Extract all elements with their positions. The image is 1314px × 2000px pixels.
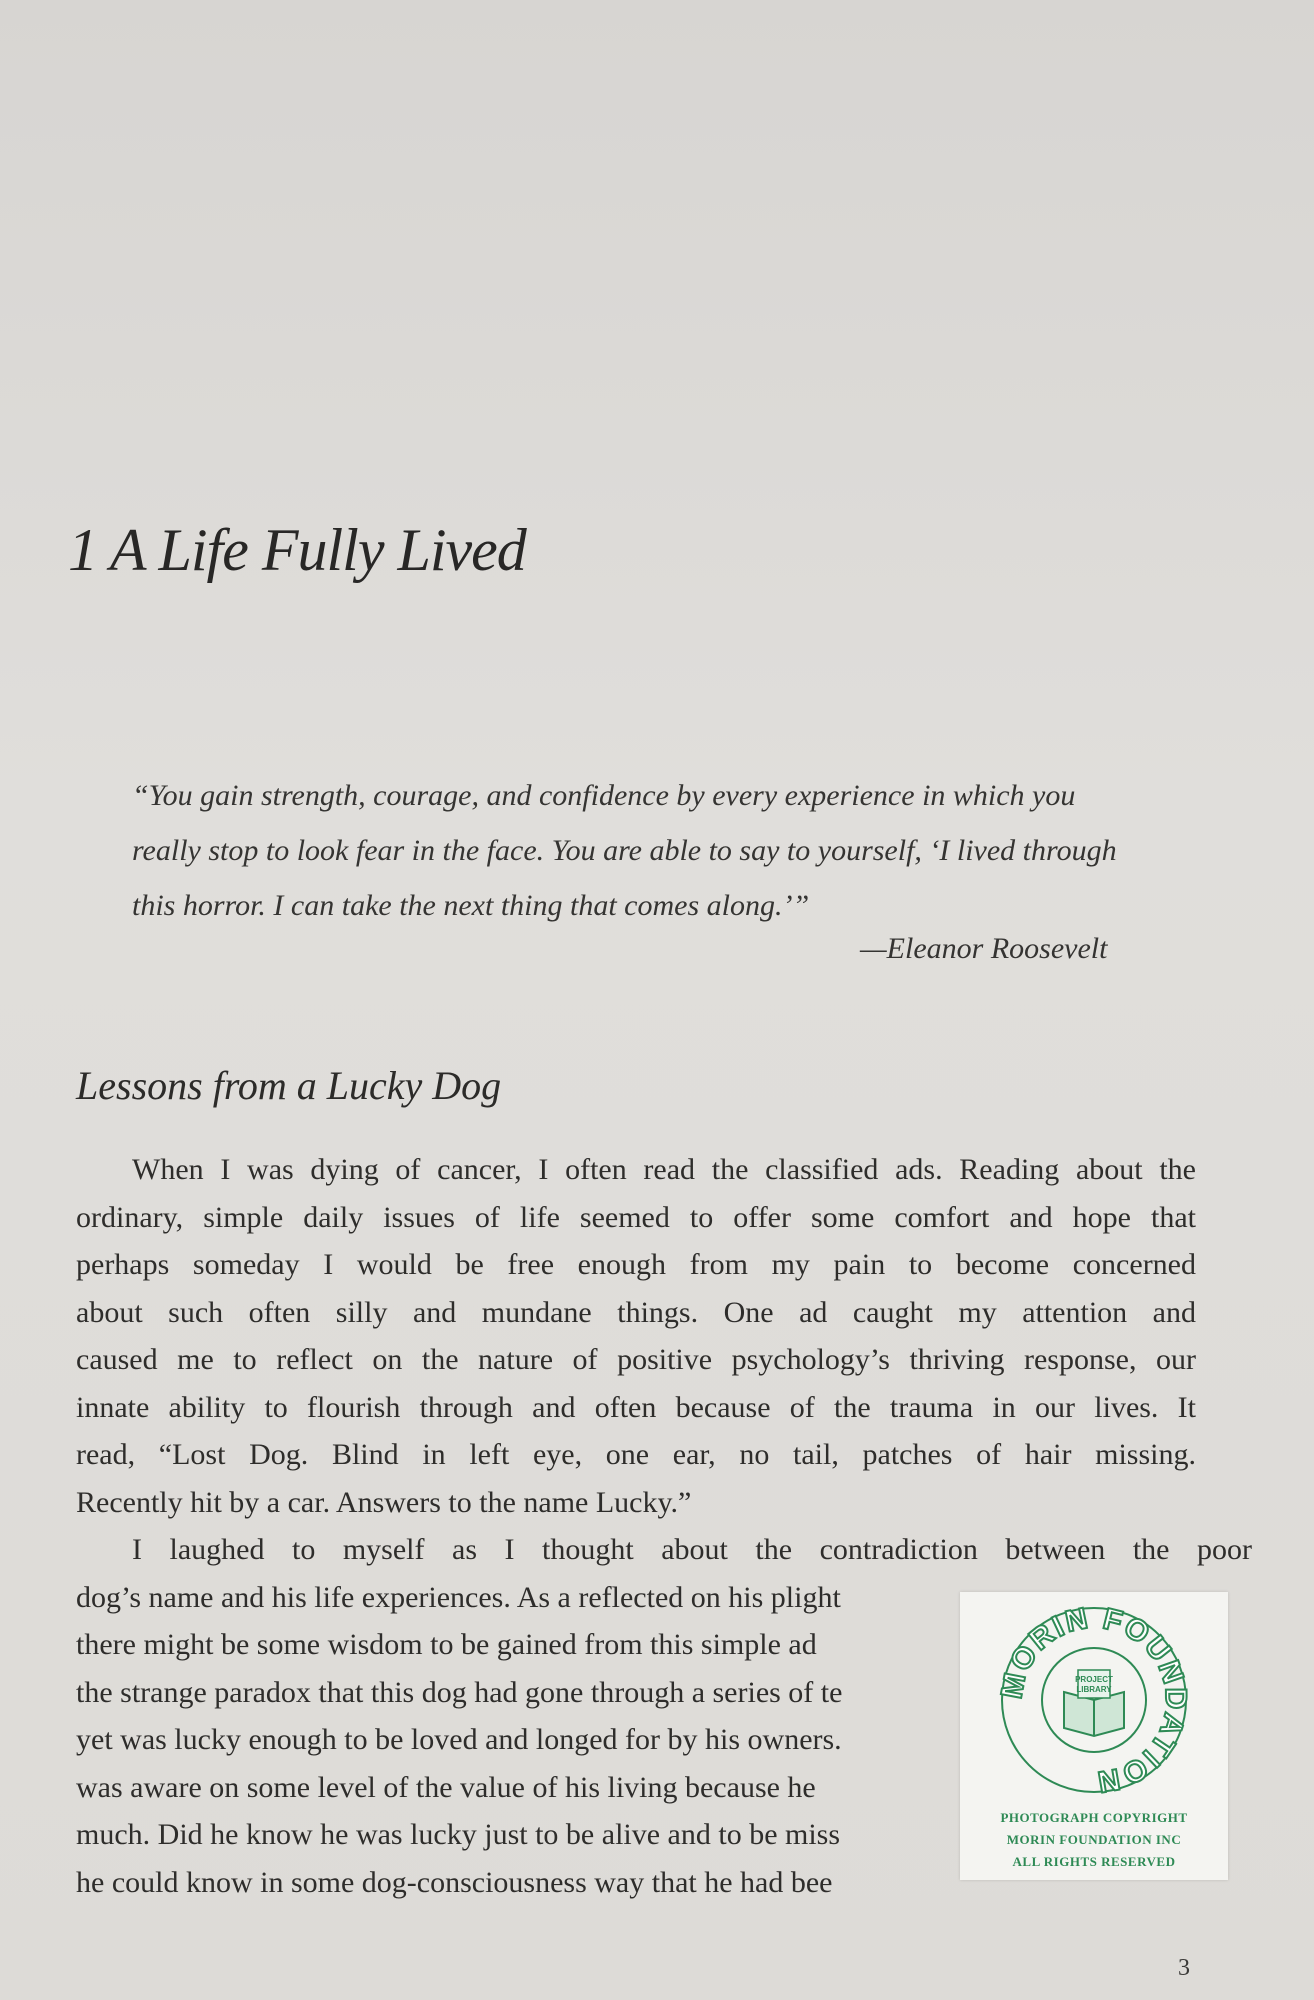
text-line: was aware on some level of the value of his living because he (76, 1770, 816, 1804)
copyright-stamp (960, 1592, 1228, 1880)
text-line: I laughed to myself as I thought about the contradiction between the poor (132, 1533, 1252, 1566)
stamp-copyright-line: MORIN FOUNDATION INC (1006, 1832, 1182, 1847)
stamp-book-text-1: PROJECT (1075, 1675, 1113, 1684)
epigraph-line: “You gain strength, courage, and confidence by every experience in which you (132, 779, 1076, 812)
text-line: ordinary, simple daily issues of life seemed to offer some comfort and hope that (76, 1200, 1196, 1234)
text-line: Recently hit by a car. Answers to the name Lucky.” (76, 1485, 692, 1519)
text-line: much. Did he know he was lucky just to be alive and to be miss (76, 1818, 841, 1851)
section-title: Lessons from a Lucky Dog (76, 1063, 502, 1108)
stamp-copyright-line: ALL RIGHTS RESERVED (1012, 1854, 1176, 1869)
text-line: caused me to reflect on the nature of positive psychology’s thriving response, our (76, 1343, 1196, 1376)
text-line: When I was dying of cancer, I often read the classified ads. Reading about the (132, 1153, 1196, 1186)
text-line: he could know in some dog-consciousness way that he had bee (76, 1865, 833, 1899)
epigraph-line: really stop to look fear in the face. You are able to say to yourself, ‘I lived through (132, 834, 1117, 867)
text-line: perhaps someday I would be free enough from my pain to become concerned (76, 1248, 1196, 1281)
epigraph-quote (132, 768, 1142, 933)
stamp-copyright-line: PHOTOGRAPH COPYRIGHT (1000, 1810, 1188, 1825)
text-line: read, “Lost Dog. Blind in left eye, one ear, no tail, patches of hair missing. (76, 1438, 1196, 1471)
text-line: about such often silly and mundane things. One ad caught my attention and (76, 1295, 1196, 1329)
epigraph-attribution: —Eleanor Roosevelt (860, 932, 1108, 965)
chapter-title: 1 A Life Fully Lived (68, 517, 526, 583)
stamp-ring-text: MORIN FOUNDATION (995, 1601, 1193, 1799)
stamp-book-text-2: LIBRARY (1076, 1685, 1112, 1694)
morin-foundation-logo (982, 1600, 1206, 1800)
text-line: innate ability to flourish through and often because of the trauma in our lives. It (76, 1390, 1196, 1424)
epigraph-line: this horror. I can take the next thing that comes along.’” (132, 889, 810, 922)
text-line: the strange paradox that this dog had gone through a series of te (76, 1675, 843, 1709)
paragraph (76, 1146, 1196, 1526)
text-line: yet was lucky enough to be loved and longed for by his owners. (76, 1723, 842, 1756)
text-line: there might be some wisdom to be gained from this simple ad (76, 1628, 817, 1661)
page-number: 3 (1178, 1955, 1190, 1981)
book-icon (1064, 1670, 1124, 1736)
text-line: dog’s name and his life experiences. As a reflected on his plight (76, 1580, 841, 1614)
